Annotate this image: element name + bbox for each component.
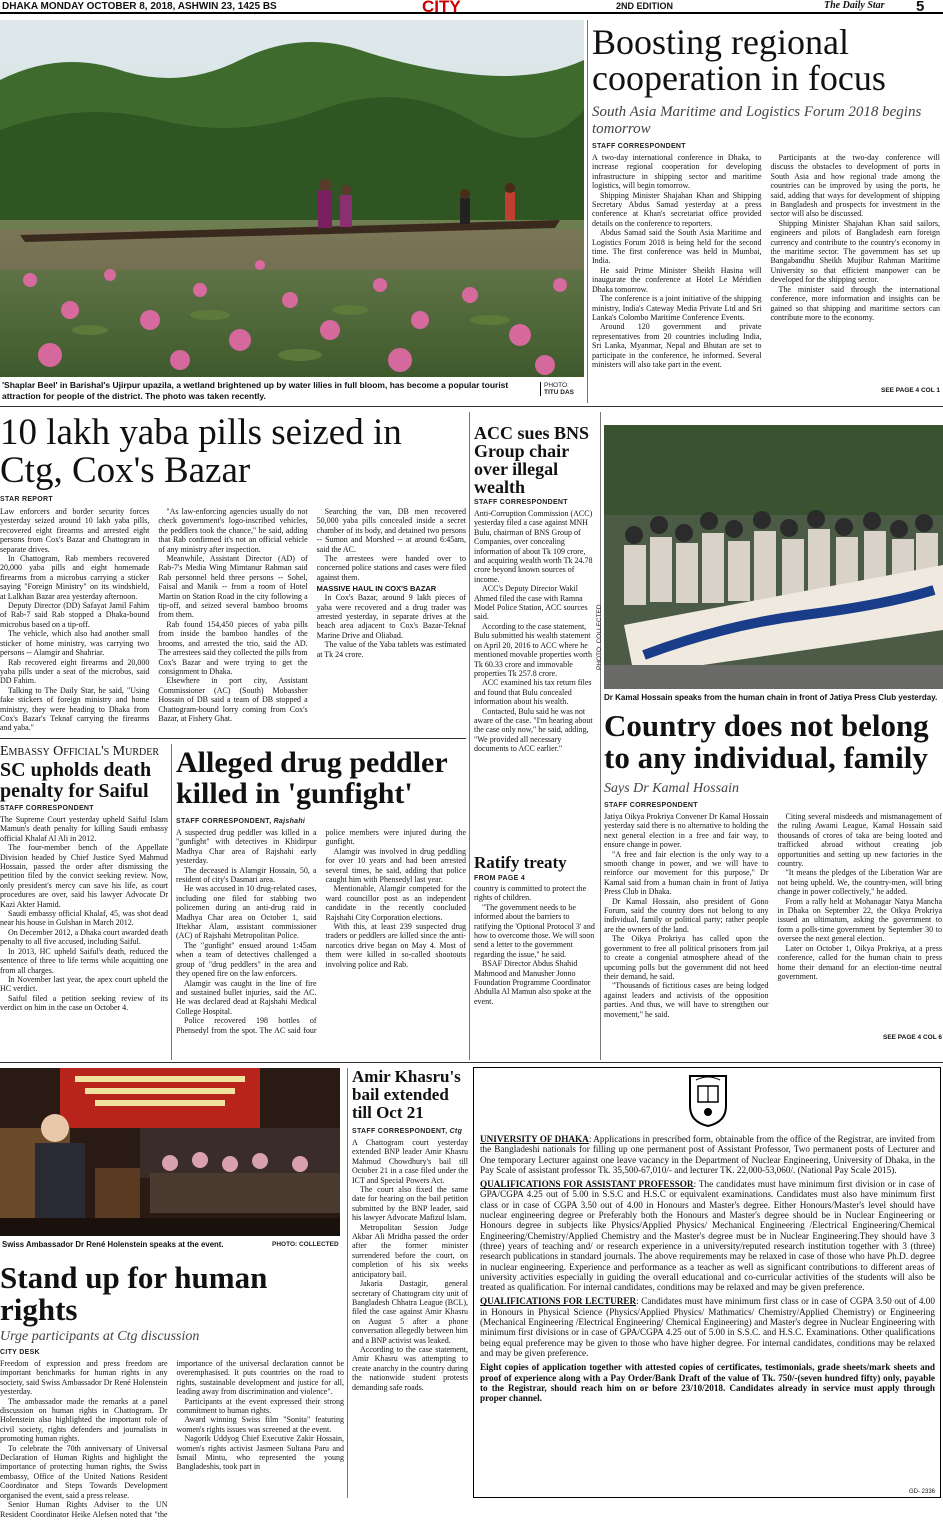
rights-headline: Stand up for human rights: [0, 1260, 268, 1327]
rights-paragraph: Freedom of expression and press freedom are important benchmarks for human rights in any society, said Swiss Ambassador Dr René Holenstein yesterday.: [0, 1359, 168, 1397]
forum-paragraph: He said Prime Minister Sheikh Hasina will inaugurate the conference at Hotel Le Méridien Dhaka tomorrow.: [592, 265, 762, 294]
saiful-paragraph: In November last year, the apex court upheld the HC verdict.: [0, 974, 168, 994]
story-treaty: [474, 854, 597, 1060]
yaba-paragraph: Law enforcers and border security forces yesterday seized around 10 lakh yaba pills, recovered eight firearms and arrested eight persons from Cox's Bazar and Chattogram in separate drives.: [0, 507, 150, 554]
gunfight-byline-name: STAFF CORRESPONDENT,: [176, 818, 272, 825]
saiful-paragraph: The four-member bench of the Appellate Division headed by Chief Justice Syed Mahmud Hossain, passed the order after dismissing the petition filed by the convict seeking review. Now, only president's mercy can save his life, as court procedures are over, said his lawyer Advocate Dr Kazi Akter Hamid.: [0, 843, 168, 909]
photo2-caption: Dr Kamal Hossain speaks from the human chain in front of Jatiya Press Club yesterday.: [604, 693, 938, 702]
kamal-paragraph: Citing several misdeeds and mismanagement of the ruling Awami League, Kamal Hossain said thousands of crores of taka are being looted and trafficked abroad without creating job opportunities and setting up new factories in the country.: [777, 812, 942, 869]
forum-body: [592, 153, 940, 387]
treaty-paragraph: "The government needs to be informed about the barriers to ratifying the 'Optional Protocol 3' and how to overcome those. We will soon send a letter to the government regarding the issue," he said.: [474, 902, 595, 959]
forum-headline: Boosting regional cooperation in focus: [592, 22, 886, 98]
treaty-from: FROM PAGE 4: [474, 875, 526, 882]
ad-ap-text: : The candidates must have minimum first division or in case of GPA/CGPA 4.25 out of 5.00 in S.S.C and H.S.C or equivalent examinations. Candidates must also have minimum first class or in case of CGPA 3.50 out of 4.00 in Honours and Master's degree. Either Honours/Master's level should have nuclear engineering degree or Preferably both the Honours and Master's degree should be in Nuclear Engineering or Honours degree in subjects like Physics/Applied Physics/ Mechanical Engineering /Electrical Engineering/Chemical Engineering/Chemistry/Applied Chemistry and the Master's degree must be in Nuclear Engineering.They should have 3 (three) years of teaching and/ or research experience in a university/reputed research institution together with 3 (three) research publications in standard journals. The above requirements may be relaxed in case of those who have Ph.D. degree in nuclear engineering. Experience and performance as a teacher as well as significant contributions to different areas of university activities especially in guiding the overall educational and co-curricular activities of the students will also be treated as qualification. For internal candidates, conditions may be relaxed and may be given preference.: [480, 1179, 935, 1293]
acc-paragraph: According to the case statement, Bulu submitted his wealth statement on April 20, 2016 to ACC where he mentioned movable properties worth Tk 60.33 crore and immovable properties Tk 257.8 crore.: [474, 621, 592, 678]
yaba-body: [0, 507, 466, 733]
gunfight-paragraph: He was accused in 10 drug-related cases, including one filed for stabbing two policemen during an anti-drug raid in Madhya Char area on October 1, said Iftekhar Alam, assistant commissioner (AC) of Rajshahi Metropolitan Police.: [176, 884, 317, 941]
treaty-paragraph: BSAF Director Abdus Shahid Mahmood and Manusher Jonno Foundation Programme Coordinator Abdulla Al Mamun also spoke at the event.: [474, 959, 592, 1006]
column-rule: [171, 744, 172, 1060]
ad-ap-title: QUALIFICATIONS FOR ASSISTANT PROFESSOR: [480, 1179, 694, 1190]
photo1-caption: 'Shaplar Beel' in Barishal's Ujirpur upazila, a wetland brightened up by water lilies in full bloom, has become a popular tourist attraction for people of the district. The photo was taken recently.: [2, 380, 509, 401]
story-saiful: [0, 744, 168, 1060]
gunfight-paragraph: Alamgir was involved in drug peddling for over 10 years and had been arrested several times, he said, adding that police caught him with Phensedyl last year.: [325, 846, 466, 885]
ad-closing: Eight copies of application together with attested copies of certificates, testimonials, grade sheets/mark sheets and proof of experience along with a Pay Order/Bank Draft of the value of Tk. 750/-(seven hundred fifty) only, payable to the Registrar, should reach him on or before 23/10/2018. Candidates already in service must apply through proper channel.: [480, 1362, 935, 1404]
kamal-paragraph: "It means the pledges of the Liberation War are not being upheld. We, the country-men, will bring change in power collectively," he added.: [777, 868, 942, 897]
column-rule: [587, 20, 588, 403]
kamal-paragraph: "A free and fair election is the only way to a smooth change in power, and we will have to reinforce our movement for this purpose," Dr Kamal said from a human chain in front of Jatiya Press Club in Dhaka.: [604, 849, 769, 897]
kamal-paragraph: Dr Kamal Hossain, also president of Gono Forum, said the country does not belong to any individual, family or political party; rather people are the owners of the land.: [604, 896, 769, 934]
ad-lec-text: : Candidates must have minimum first class or in case of CGPA 3.50 out of 4.00 in Honours in Physical Science (Physics/Applied Physics/ Mathmatics/ Chemistry/Applied Chemistry) or Engineering (Mechanical Engineering /Electrical Engineering/ Chemical Engineering) and Master's degree in Nuclear Engineering with minimum first divisions or in case of GPA/CGPA 4.25 out of 5.00 in S.S.C. and H.S.C. Examinations. Other qualifications being equal preference may be given to those who have higher degree. For internal candidates, conditions may be relaxed and may be given preference.: [480, 1296, 935, 1358]
rights-paragraph: Senior Human Rights Adviser to the UN Resident Coordinator Heike Alefsen noted that "the importance of the universal declaration cannot be overemphasised. It puts countries on the road to rights, sustainable development and justice for all, leading away from discrimination and violence".: [0, 1359, 344, 1519]
paper-logo: The Daily Star: [824, 0, 885, 11]
story-yaba: [0, 414, 466, 734]
rights-paragraph: Award winning Swiss film "Sonita" featuring women's rights issues was screened at the event.: [176, 1415, 344, 1434]
rights-paragraph: Participants at the event expressed their strong commitment to human rights.: [176, 1396, 344, 1416]
rights-paragraph: The ambassador made the remarks at a panel discussion on human rights in Chattogram. Dr Holenstein also highlighted the important role of civil society, rights defenders and journalists in promoting human rights.: [0, 1396, 168, 1444]
section-rule: [0, 1062, 943, 1063]
gunfight-byline-place: Rajshahi: [273, 818, 306, 825]
saiful-paragraph: Saudi embassy official Khalaf, 45, was shot dead near his house in Gulshan in March 2012.: [0, 909, 168, 928]
yaba-byline: STAR REPORT: [0, 496, 53, 503]
section-title: CITY: [422, 0, 461, 16]
forum-paragraph: Participants at the two-day conference will discuss the obstacles to development of ports in South Asia and how regional trade among the countries can be improved by using the ports, he said, adding that ways for development of shipping in Bangladesh and prospects for investment in the sector will also be discussed.: [770, 153, 940, 219]
kamal-body: [604, 812, 942, 1034]
saiful-headline: SC upholds death penalty for Saiful: [0, 759, 152, 802]
khasru-body: [352, 1138, 468, 1392]
story-forum: [592, 24, 940, 404]
section-rule: [0, 406, 943, 407]
khasru-headline: Amir Khasru's bail extended till Oct 21: [352, 1067, 461, 1122]
yaba-paragraph: The arrestees were handed over to concerned police stations and cases were filed against them.: [316, 554, 466, 582]
ad-intro: : Applications in prescribed form, obtainable from the office of the Registrar, are invited from the Bangladeshi nationals for filling up one permanent post of Assistant Professor, Two permanent posts of Lecturer and One temporary Lecturer against one leave vacancy in the Department of Nuclear Engineering, University of Dhaka, in the Pay Scale of assistant professor Tk. 35,500-67,010/- and lecturer TK. 22,000-53,060/. (National Pay Scale 2015).: [480, 1134, 935, 1175]
khasru-byline: [352, 1127, 468, 1136]
gunfight-body: [176, 828, 466, 1050]
saiful-paragraph: The Supreme Court yesterday upheld Saiful Islam Mamun's death penalty for killing Saudi embassy official Khalaf Al Ali in 2012.: [0, 815, 168, 843]
khasru-paragraph: A Chattogram court yesterday extended BNP leader Amir Khasru Mahmud Chowdhury's bail till October 21 in a case filed under the ICT and Special Powers Act.: [352, 1138, 468, 1185]
forum-byline: STAFF CORRESPONDENT: [592, 143, 686, 150]
forum-deck: South Asia Maritime and Logistics Forum 2018 begins tomorrow: [592, 104, 922, 137]
treaty-body: [474, 884, 597, 1006]
story-kamal: [604, 710, 942, 1060]
forum-paragraph: Abdus Samad said the South Asia Maritime and Logistics Forum 2018 is being held for the second time. The first conference was held in Mumbai, India.: [592, 228, 762, 266]
yaba-paragraph: The value of the Yaba tablets was estimated at Tk 24 crore.: [316, 640, 466, 659]
acc-byline: STAFF CORRESPONDENT: [474, 499, 568, 506]
ad-org: UNIVERSITY OF DHAKA: [480, 1134, 589, 1144]
photo1-credit: [540, 382, 584, 396]
photo2-credit: PHOTO: COLLECTED: [596, 604, 603, 670]
gunfight-byline: [176, 817, 466, 826]
university-ad: [473, 1067, 941, 1498]
yaba-paragraph: The vehicle, which also had another small sticker of home ministry, was carrying two persons -- Alamgir and Shahriar.: [0, 629, 150, 658]
kamal-paragraph: Jatiya Oikya Prokriya Convener Dr Kamal Hossain yesterday said there is no alternative to holding the next general election in a free and fair way, to ensure change in power.: [604, 812, 769, 850]
section-rule: [0, 738, 466, 739]
khasru-paragraph: The court also fixed the same date for hearing on the bail petition submitted by the BNP leader, said his lawyer Advocate Mafizul Islam.: [352, 1185, 468, 1223]
gunfight-paragraph: Alamgir was caught in the line of fire and sustained bullet injuries, said the AC. He was declared dead at Rajshahi Medical College Hospital.: [176, 978, 317, 1016]
ad-lec-title: QUALIFICATIONS FOR LECTURER: [480, 1296, 637, 1307]
kamal-byline: STAFF CORRESPONDENT: [604, 802, 698, 809]
rights-deck: Urge participants at Ctg discussion: [0, 1329, 200, 1344]
kamal-paragraph: From a rally held at Mohanagar Natya Mancha in Dhaka on September 22, the Oikya Prokriya issued an ultimatum, asking the government to form a polls-time government by September 30 to oversee the next general election.: [777, 896, 942, 944]
khasru-paragraph: Jakaria Dastagir, general secretary of Chattogram city unit of Bangladesh Chhatra League (BCL), filed the case against Amir Khasru on August 5 after a phone conversation allegedly between him and a BNP activist was leaked.: [352, 1279, 468, 1345]
story-khasru: [352, 1068, 468, 1498]
photo3-caption: Swiss Ambassador Dr René Holenstein speaks at the event.: [2, 1240, 224, 1249]
treaty-headline: Ratify treaty: [474, 853, 567, 872]
yaba-paragraph: Rab found 154,450 pieces of yaba pills from inside the bamboo handles of the brooms, and arrested the trio, said the AD. The arrestees said they collected the pills from Cox's Bazar and were trying to get the consignment to Dhaka.: [158, 619, 308, 676]
kamal-jump: SEE PAGE 4 COL 6: [882, 1034, 942, 1041]
masthead: [0, 0, 943, 14]
ad-ref: GD- 2336: [908, 1489, 935, 1495]
kamal-deck: Says Dr Kamal Hossain: [604, 781, 739, 796]
yaba-paragraph: Talking to The Daily Star, he said, "Using fake stickers of foreign ministry and home ministry, they were heading to Dhaka from Cox's Bazar's Teknaf carrying the firearms and yaba.": [0, 685, 150, 733]
saiful-byline: STAFF CORRESPONDENT: [0, 805, 94, 812]
yaba-paragraph: Rab recovered eight firearms and 20,000 yaba pills under a seat of the microbus, said DD Fahim.: [0, 657, 150, 686]
forum-paragraph: Shipping Minister Shajahan Khan said sailors, engineers and pilots of Bangladesh earn foreign currency and contribute to the country's economy in the maritime sector. The government has set up Bangabandhu Sheikh Mujibur Rahman Maritime University so that efficient manpower can be developed for the shipping sector.: [770, 218, 940, 285]
acc-headline: ACC sues BNS Group chair over illegal wealth: [474, 423, 590, 497]
university-seal: [682, 1072, 734, 1128]
forum-paragraph: Around 120 government and private representatives from 20 countries including India, Sri Lanka, Myanmar, Nepal and Bhutan are set to participate in the conference, he informed. Several ministers will also take part in the event.: [592, 322, 762, 369]
yaba-subhead: MASSIVE HAUL IN COX'S BAZAR: [316, 584, 437, 594]
dateline: DHAKA MONDAY OCTOBER 8, 2018, ASHWIN 23, 1425 BS: [2, 1, 277, 12]
kamal-paragraph: The Oikya Prokriya has called upon the government to free all political prisoners from jail to create a congenial atmosphere ahead of the upcoming polls but the government did not heed their demand, he said.: [604, 934, 769, 981]
gunfight-paragraph: Police recovered 198 bottles of Phensedyl from the spot. The AC said four police members were injured during the gunfight.: [176, 828, 466, 1035]
saiful-body: [0, 815, 168, 1013]
photo1-credit-name: TITU DAS: [544, 389, 574, 397]
gunfight-headline: Alleged drug peddler killed in 'gunfight': [176, 746, 448, 810]
acc-paragraph: Anti-Corruption Commission (ACC) yesterday filed a case against MNH Bulu, chairman of BNS Group of Companies, over concealing information of about Tk 109 crore, and acquiring wealth worth Tk 24.78 crore beyond known sources of income.: [474, 509, 593, 584]
saiful-paragraph: Saiful filed a petition seeking review of its verdict on him in the case on October 4.: [0, 993, 168, 1013]
acc-paragraph: ACC's Deputy Director Wakil Ahmed filed the case with Ramna Model Police Station, ACC sources said.: [474, 584, 588, 622]
yaba-paragraph: Meanwhile, Assistant Director (AD) of Rab-7's Media Wing Mimtanur Rahman said Rab personnel held three persons -- Sohel, Faisal and Manik -- from a room of Hotel Martin on Station Road in the city following a tip-off, and seized several bamboo brooms from them.: [158, 554, 308, 620]
yaba-headline: 10 lakh yaba pills seized in Ctg, Cox's Bazar: [0, 412, 402, 491]
yaba-paragraph: "As law-enforcing agencies usually do not check government's logo-inscribed vehicles, the peddlers took the chance," he said, adding that Rab confirmed it's not an official vehicle of any ministry after inspection.: [158, 507, 308, 554]
khasru-paragraph: According to the case statement, Amir Khasru was attempting to create anarchy in the country during the nationwide student protests demanding safe roads.: [352, 1344, 468, 1392]
yaba-paragraph: Searching the van, DB men recovered 50,000 yaba pills concealed inside a secret chamber of its body, and detained two persons -- Sumon and Morshed -- at around 6:45am, said the AC.: [316, 507, 466, 554]
acc-body: [474, 509, 597, 839]
yaba-paragraph: In Chattogram, Rab members recovered 20,000 yaba pills and eight homemade firearms from a microbus carrying a sticker saying "Foreign Ministry" on its windshield, at Lalkhan Bazar area yesterday afternoon.: [0, 554, 150, 601]
gunfight-paragraph: Mentionable, Alamgir competed for the ward councillor post as an independent candidate in the recently concluded Rajshahi City Corporation elections.: [325, 884, 466, 922]
human-chain-photo: [604, 425, 943, 689]
treaty-paragraph: country is committed to protect the rights of children.: [474, 884, 587, 903]
yaba-paragraph: Elsewhere in port city, Assistant Commissioner (AC) (South) Mobassher Hossain of DB said a team of DB stopped a Chattogram-bound lorry coming from Cox's Bazar, at Fishery Ghat.: [158, 676, 308, 723]
acc-paragraph: Contacted, Bulu said he was not aware of the case. "I'm hearing about the case only now," he said, adding, "We provided all necessary documents to ACC earlier.": [474, 706, 593, 754]
water-lily-photo: [0, 20, 584, 377]
story-acc: [474, 424, 597, 844]
yaba-paragraph: In Cox's Bazar, around 9 lakh pieces of yaba were recovered and a drug trader was arrested yesterday, in separate drives at the beach area adjacent to Cox's Bazar-Teknaf Marine Drive and Oliabad.: [316, 593, 466, 640]
gunfight-paragraph: With this, at least 239 suspected drug traders or peddlers are killed since the anti-narcotics drive began on May 4. Most of them were killed in so-called shootouts involving police and Rab.: [325, 922, 466, 969]
kamal-headline: Country does not belong to any individual, family: [604, 708, 929, 775]
photo1-credit-label: PHOTO:: [544, 382, 569, 389]
ambassador-photo: [0, 1068, 340, 1236]
forum-paragraph: Shipping Minister Shajahan Khan and Shipping Secretary Abdus Samad yesterday at a press conference at Khan's secretariat office provided details on the conference to reporters.: [592, 190, 762, 228]
forum-paragraph: The conference is a joint initiative of the shipping ministry, India's Cateway Media Private Ltd and Sri Lanka's Colombo Maritime Conference Events.: [592, 294, 762, 322]
khasru-byline-name: STAFF CORRESPONDENT,: [352, 1128, 448, 1135]
gunfight-paragraph: The "gunfight" ensued around 1:45am when a team of detectives challenged a group of "drug peddlers" in the area and they opened fire on the law enforcers.: [176, 940, 317, 979]
gunfight-paragraph: A suspected drug peddler was killed in a "gunfight" with detectives in Khidirpur Madhya Char area of Rajshahi early yesterday.: [176, 828, 317, 866]
rights-paragraph: Nagorik Uddyog Chief Executive Zakir Hossain, women's rights activist Jasmeen Sultana Paru and Ismail Mintu, who represented the young Bangladeshis, took part in: [176, 1434, 344, 1472]
acc-paragraph: ACC examined his tax return files and found that Bulu concealed information about his wealth.: [474, 678, 592, 707]
column-rule: [469, 412, 470, 1060]
story-rights: [0, 1260, 344, 1519]
kamal-paragraph: "Thousands of fictitious cases are being lodged against leaders and activists of the opposition parties. And thus, we will have to strengthen our movement," he said.: [604, 981, 769, 1019]
saiful-paragraph: On December 2012, a Dhaka court awarded death penalty to all five accused, including Saiful.: [0, 927, 168, 947]
rights-paragraph: To celebrate the 70th anniversary of Universal Declaration of Human Rights and highlight the importance of protecting human rights, the Swiss embassy, Office of the United Nations Resident Coordinator and Steps Towards Development organised the event, said a press release.: [0, 1443, 168, 1500]
kamal-paragraph: Later on October 1, Oikya Prokriya, at a press conference, called for the human chain to press home their demand for an election-time neutral government.: [777, 943, 942, 981]
forum-jump: SEE PAGE 4 COL 1: [880, 387, 940, 394]
forum-paragraph: The minister said through the international conference, more information and insights can be gained so that shipping and maritime sectors can contribute more to the economy.: [770, 284, 940, 322]
rights-body: [0, 1359, 344, 1523]
khasru-paragraph: Metropolitan Session Judge Akbar Ali Mridha passed the order after the former minister surrendered before the court, on completion of his six weeks anticipatory bail.: [352, 1222, 468, 1279]
edition-label: 2ND EDITION: [616, 1, 674, 11]
saiful-paragraph: In 2013, HC upheld Saiful's death, reduced the sentence of three to life terms while acquitting one from all charges.: [0, 946, 168, 975]
photo3-credit: PHOTO: COLLECTED: [272, 1241, 339, 1248]
column-rule: [600, 412, 601, 1060]
forum-paragraph: A two-day international conference in Dhaka, to increase regional cooperation for developing infrastructure in shipping sector and maritime logistics, will begin tomorrow.: [592, 153, 762, 191]
yaba-paragraph: Deputy Director (DD) Safayat Jamil Fahim of Rab-7 said Rab stopped a Dhaka-bound microbus based on a tip-off.: [0, 601, 150, 629]
saiful-kicker: Embassy Official's Murder: [0, 744, 159, 759]
rights-byline: CITY DESK: [0, 1349, 40, 1356]
khasru-byline-place: Ctg: [449, 1128, 463, 1135]
story-gunfight: [176, 747, 466, 1060]
page-number: 5: [916, 0, 925, 15]
column-rule: [347, 1068, 348, 1498]
ad-text: [480, 1134, 935, 1407]
gunfight-paragraph: The deceased is Alamgir Hossain, 50, a resident of city's Dasmari area.: [176, 865, 317, 885]
